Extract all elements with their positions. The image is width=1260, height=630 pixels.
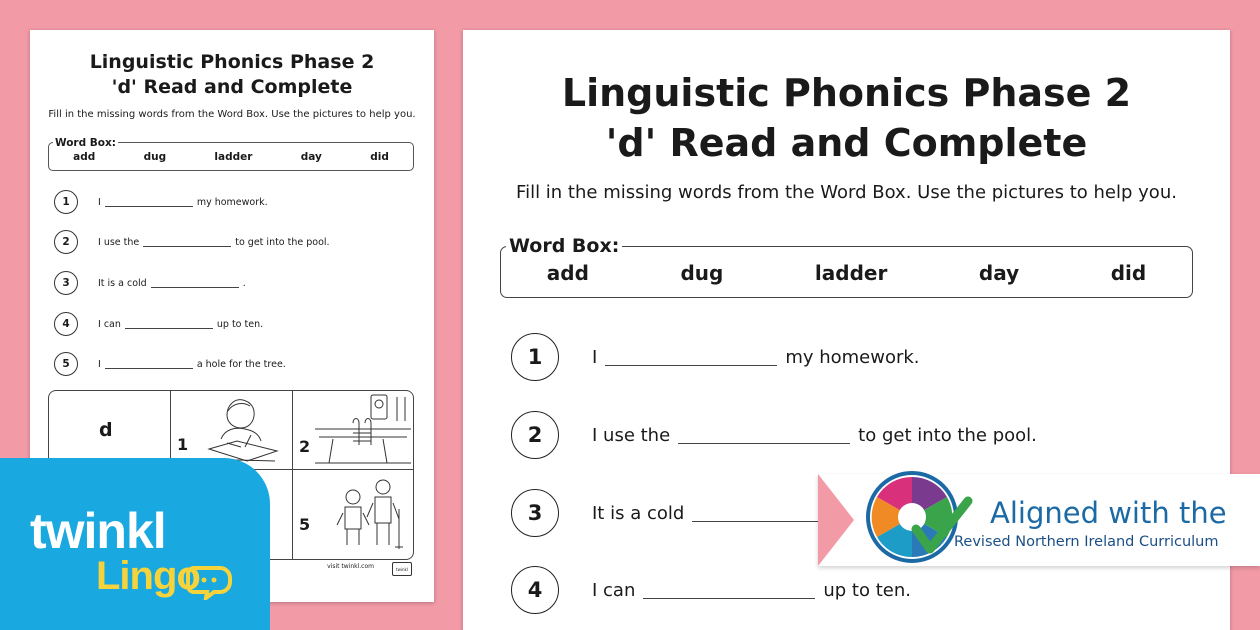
word-box-label: Word Box: bbox=[506, 235, 622, 257]
question-number: 4 bbox=[511, 566, 559, 614]
answer-blank bbox=[105, 359, 193, 369]
answer-blank bbox=[151, 278, 239, 288]
answer-blank bbox=[125, 319, 213, 329]
question-number: 1 bbox=[54, 190, 78, 214]
pool-ladder-illustration bbox=[313, 393, 413, 467]
word-box-word: add bbox=[546, 261, 589, 285]
question-row: 1 I my homework. bbox=[511, 333, 920, 381]
question-row: 3 It is a cold bbox=[511, 489, 878, 537]
preview-instructions: Fill in the missing words from the Word Box. Use the pictures to help you. bbox=[48, 109, 416, 120]
question-number: 3 bbox=[54, 271, 78, 295]
footer-twinkl-logo: twinkl bbox=[392, 562, 412, 576]
banner-heading: Aligned with the bbox=[990, 496, 1227, 530]
twinkl-lingo-logo bbox=[0, 458, 270, 630]
preview-word-box-label: Word Box: bbox=[55, 137, 116, 149]
brand-name: twinkl bbox=[30, 503, 166, 559]
word-box bbox=[500, 235, 1193, 298]
word-box-word: did bbox=[1110, 261, 1147, 285]
preview-word: did bbox=[370, 151, 389, 163]
preview-question: 4 I can up to ten. bbox=[54, 312, 263, 336]
answer-blank bbox=[105, 197, 193, 207]
question-number: 2 bbox=[54, 230, 78, 254]
question-number: 1 bbox=[511, 333, 559, 381]
question-number: 3 bbox=[511, 489, 559, 537]
question-number: 2 bbox=[511, 411, 559, 459]
children-with-spade-illustration bbox=[313, 473, 413, 557]
curriculum-alignment-banner bbox=[818, 474, 1260, 566]
preview-question: 5 I a hole for the tree. bbox=[54, 352, 286, 376]
preview-word: dug bbox=[143, 151, 167, 163]
banner-ribbon-notch bbox=[818, 474, 854, 566]
footer-text: visit twinkl.com bbox=[327, 563, 374, 570]
answer-blank bbox=[143, 237, 231, 247]
preview-question: 2 I use the to get into the pool. bbox=[54, 230, 330, 254]
preview-word: day bbox=[300, 151, 322, 163]
preview-question: 3 It is a cold . bbox=[54, 271, 246, 295]
aperture-checkmark-icon bbox=[864, 461, 976, 573]
answer-blank[interactable] bbox=[678, 426, 850, 444]
grid-cell-number: 5 bbox=[299, 515, 311, 534]
word-box-word: ladder bbox=[814, 261, 888, 285]
question-number: 5 bbox=[54, 352, 78, 376]
grid-letter: d bbox=[99, 419, 113, 441]
question-row: 2 I use the to get into the pool. bbox=[511, 411, 1037, 459]
boy-doing-homework-illustration bbox=[191, 393, 291, 467]
preview-question: 1 I my homework. bbox=[54, 190, 268, 214]
worksheet-instructions: Fill in the missing words from the Word Box. Use the pictures to help you. bbox=[516, 182, 1177, 203]
answer-blank[interactable] bbox=[605, 348, 777, 366]
worksheet-title: Linguistic Phonics Phase 2 'd' Read and Complete bbox=[561, 71, 1132, 165]
word-box-word: dug bbox=[680, 261, 724, 285]
preview-word-box bbox=[48, 137, 414, 171]
brand-product: Lingo bbox=[96, 554, 200, 598]
question-row: 4 I can up to ten. bbox=[511, 566, 911, 614]
preview-title: Linguistic Phonics Phase 2 'd' Read and Complete bbox=[89, 51, 375, 98]
speech-bubble-icon bbox=[186, 564, 234, 600]
preview-word: add bbox=[73, 151, 96, 163]
preview-word: ladder bbox=[214, 151, 253, 163]
word-box-word: day bbox=[978, 261, 1020, 285]
question-number: 4 bbox=[54, 312, 78, 336]
grid-cell-number: 1 bbox=[177, 435, 189, 454]
banner-subheading: Revised Northern Ireland Curriculum bbox=[954, 534, 1219, 550]
answer-blank[interactable] bbox=[643, 581, 815, 599]
grid-cell-number: 2 bbox=[299, 437, 311, 456]
